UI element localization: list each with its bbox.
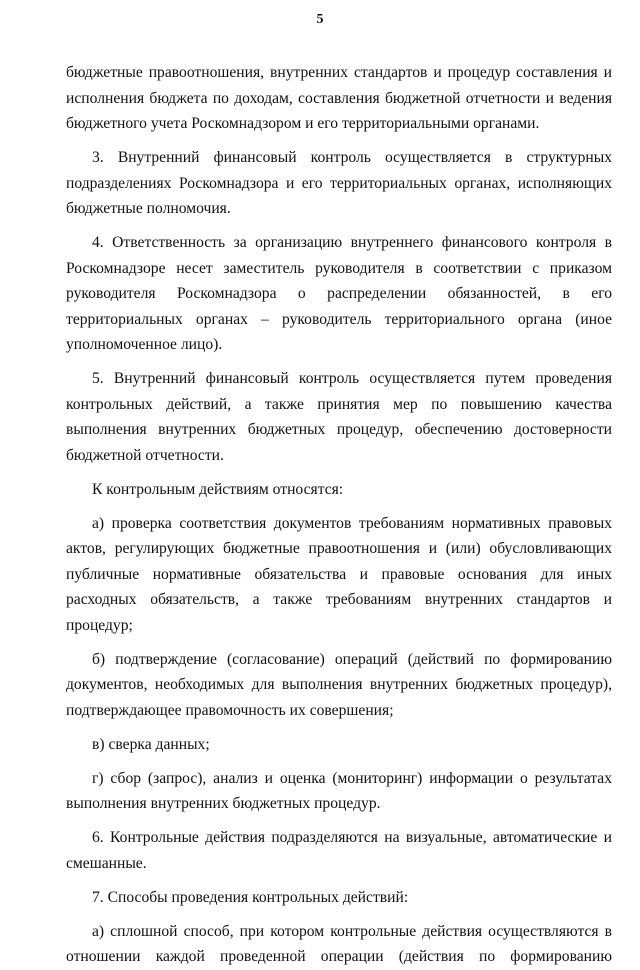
paragraph-item-a: а) проверка соответствия документов требованиям нормативных правовых актов, регулирующих бюджетные правоотношения и (или) обусловливающих публичные нормативные обязательства и правовые основания для иных расходных обязательств, а также требованиям внутренних стандартов и процедур; [66, 514, 612, 634]
paragraph-5: 5. Внутренний финансовый контроль осуществляется путем проведения контрольных действий, а также принятия мер по повышению качества выполнения внутренних бюджетных процедур, обеспечению достоверности бюджетной отчетности. [66, 370, 612, 464]
paragraph-7-item-a: а) сплошной способ, при котором контрольные действия осуществляются в отношении каждой проведенной операции (действия по формированию [66, 922, 612, 965]
paragraph-6: 6. Контрольные действия подразделяются на визуальные, автоматические и смешанные. [66, 829, 612, 872]
page-number: 5 [316, 12, 324, 27]
body-text [66, 60, 612, 970]
paragraph-continuation: бюджетные правоотношения, внутренних стандартов и процедур составления и исполнения бюджета по доходам, составления бюджетной отчетности и ведения бюджетного учета Роскомнадзором и его территориальными органами. [66, 64, 612, 132]
paragraph-4: 4. Ответственность за организацию внутреннего финансового контроля в Роскомнадзоре несет заместитель руководителя в соответствии с приказом руководителя Роскомнадзора о распределении обязанностей, в его территориальных органах – руководитель территориального органа (иное уполномоченное лицо). [66, 234, 612, 353]
paragraph-item-b: б) подтверждение (согласование) операций (действий по формированию документов, необходимых для выполнения внутренних бюджетных процедур), подтверждающее правомочность их совершения; [66, 650, 612, 719]
paragraph-7: 7. Способы проведения контрольных действий: [92, 888, 409, 906]
paragraph-3: 3. Внутренний финансовый контроль осуществляется в структурных подразделениях Роскомнадзора и его территориальных органах, исполняющих бюджетные полномочия. [66, 149, 612, 217]
paragraph-control-actions-intro: К контрольным действиям относятся: [92, 480, 344, 498]
paragraph-item-v: в) сверка данных; [92, 735, 210, 753]
paragraph-item-g: г) сбор (запрос), анализ и оценка (мониторинг) информации о результатах выполнения внутренних бюджетных процедур. [66, 769, 612, 812]
